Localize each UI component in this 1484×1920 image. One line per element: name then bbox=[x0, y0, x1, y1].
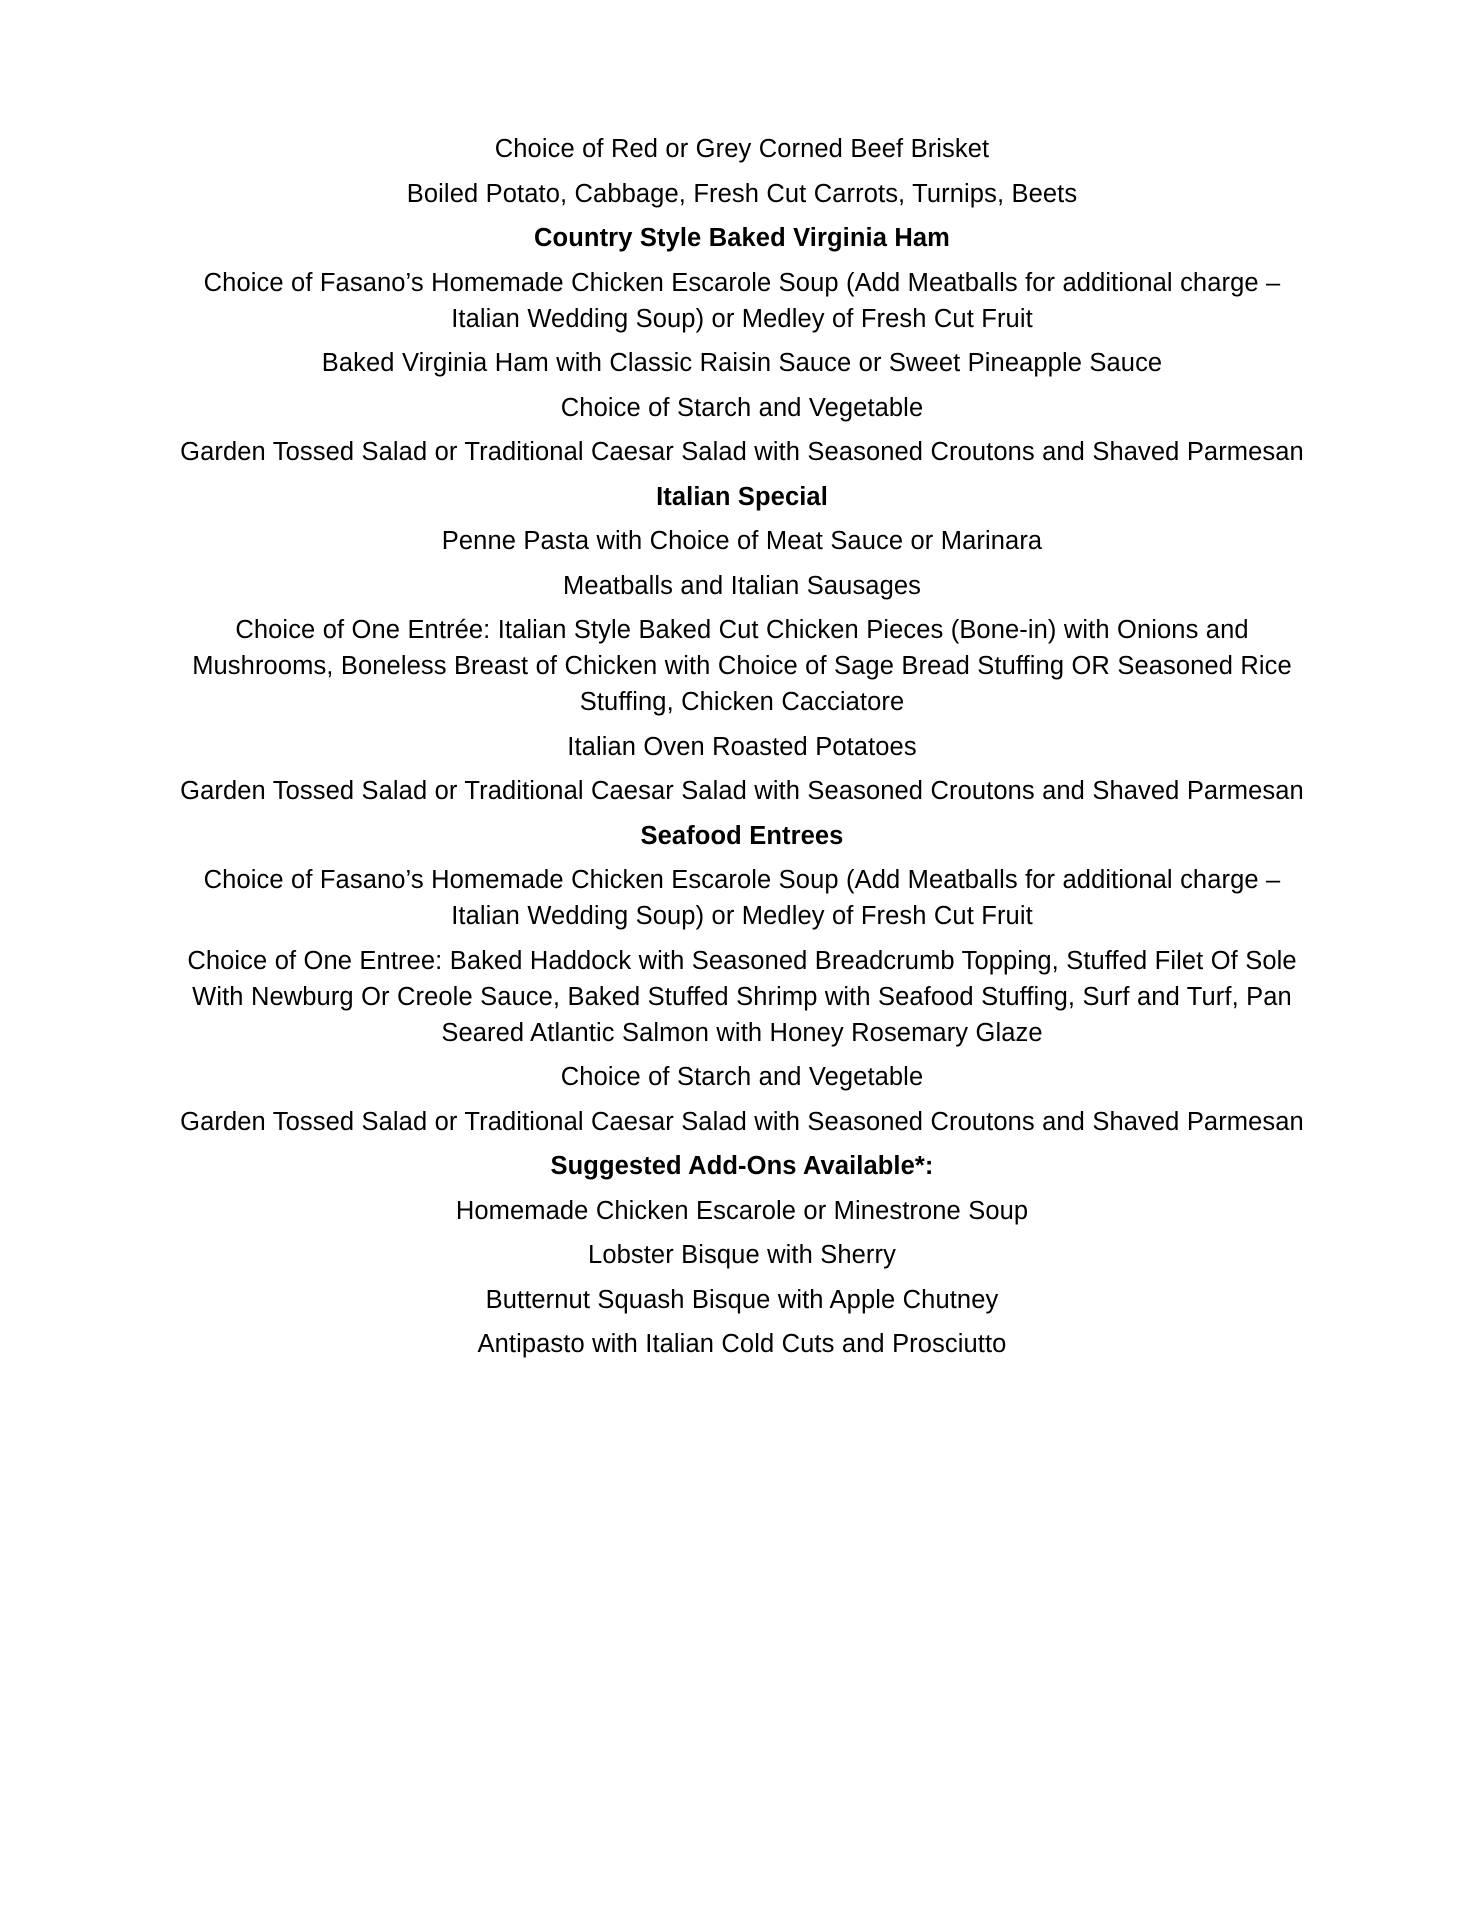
menu-line-seafood-soup-choice: Choice of Fasano’s Homemade Chicken Escarole Soup (Add Meatballs for additional charge – Italian Wedding Soup) or Medley of Fresh Cut Fruit bbox=[203, 866, 1281, 930]
menu-line-italian-salad: Garden Tossed Salad or Traditional Caesar Salad with Seasoned Croutons and Shaved Parmesan bbox=[180, 777, 1304, 805]
menu-line-italian-entree-choice: Choice of One Entrée: Italian Style Baked Cut Chicken Pieces (Bone-in) with Onions and Mushrooms, Boneless Breast of Chicken with Choice of Sage Bread Stuffing OR Seasoned Rice Stuffing, Chicken Cacciatore bbox=[192, 616, 1292, 716]
menu-line-ham-starch-vegetable: Choice of Starch and Vegetable bbox=[560, 393, 924, 422]
menu-heading-country-style-ham: Country Style Baked Virginia Ham bbox=[534, 224, 950, 252]
menu-line-corned-beef-sides: Boiled Potato, Cabbage, Fresh Cut Carrots, Turnips, Beets bbox=[406, 179, 1078, 208]
menu-line-addon-butternut-bisque: Butternut Squash Bisque with Apple Chutney bbox=[485, 1285, 999, 1314]
menu-content bbox=[170, 131, 1314, 1362]
menu-line-ham-salad: Garden Tossed Salad or Traditional Caesar Salad with Seasoned Croutons and Shaved Parmesan bbox=[180, 438, 1304, 466]
menu-line-italian-meatballs: Meatballs and Italian Sausages bbox=[563, 571, 921, 600]
menu-line-addon-lobster-bisque: Lobster Bisque with Sherry bbox=[588, 1241, 896, 1269]
menu-line-ham-soup-choice: Choice of Fasano’s Homemade Chicken Escarole Soup (Add Meatballs for additional charge – Italian Wedding Soup) or Medley of Fresh Cut Fruit bbox=[203, 268, 1281, 333]
menu-line-seafood-salad: Garden Tossed Salad or Traditional Caesar Salad with Seasoned Croutons and Shaved Parmesan bbox=[180, 1107, 1304, 1136]
menu-line-ham-entree: Baked Virginia Ham with Classic Raisin Sauce or Sweet Pineapple Sauce bbox=[321, 349, 1163, 377]
menu-line-corned-beef-choice: Choice of Red or Grey Corned Beef Brisket bbox=[494, 135, 990, 163]
menu-line-seafood-starch-vegetable: Choice of Starch and Vegetable bbox=[560, 1063, 924, 1091]
menu-heading-seafood-entrees: Seafood Entrees bbox=[640, 821, 844, 850]
menu-heading-suggested-add-ons: Suggested Add-Ons Available*: bbox=[550, 1152, 934, 1180]
menu-line-addon-antipasto: Antipasto with Italian Cold Cuts and Prosciutto bbox=[477, 1330, 1007, 1358]
menu-line-italian-potatoes: Italian Oven Roasted Potatoes bbox=[567, 732, 917, 761]
menu-line-seafood-entree-choice: Choice of One Entree: Baked Haddock with Seasoned Breadcrumb Topping, Stuffed Filet Of Sole With Newburg Or Creole Sauce, Baked Stuffed Shrimp with Seafood Stuffing, Surf and Turf, Pan Seared Atlantic Salmon with Honey Rosemary Glaze bbox=[187, 946, 1297, 1047]
menu-heading-italian-special: Italian Special bbox=[656, 482, 828, 511]
menu-line-italian-penne: Penne Pasta with Choice of Meat Sauce or Marinara bbox=[441, 527, 1043, 555]
menu-line-addon-escarole-minestrone: Homemade Chicken Escarole or Minestrone Soup bbox=[455, 1196, 1029, 1225]
